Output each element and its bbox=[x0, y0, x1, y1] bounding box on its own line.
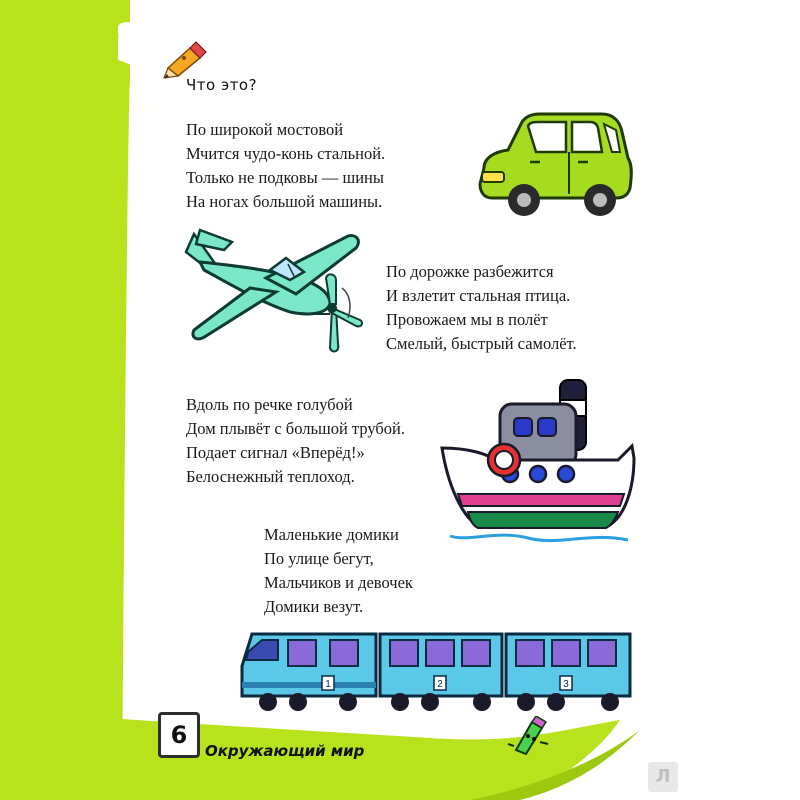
green-side-band bbox=[0, 0, 130, 800]
ship-icon bbox=[438, 376, 638, 554]
poem-line: По дорожке разбежится bbox=[386, 262, 554, 281]
poem-line: По улице бегут, bbox=[264, 549, 374, 568]
page-heading: Что это? bbox=[186, 76, 258, 94]
poem-line: На ногах большой машины. bbox=[186, 192, 383, 211]
wagon-number: 1 bbox=[325, 679, 331, 690]
poem-line: Только не подковы — шины bbox=[186, 168, 384, 187]
section-title: Окружающий мир bbox=[205, 742, 365, 760]
poem-line: Маленькие домики bbox=[264, 525, 399, 544]
poem-line: Белоснежный теплоход. bbox=[186, 467, 355, 486]
poem-line: И взлетит стальная птица. bbox=[386, 286, 571, 305]
footer-green-wave bbox=[0, 690, 800, 800]
airplane-icon bbox=[180, 222, 370, 362]
poem-car bbox=[186, 118, 385, 214]
poem-line: По широкой мостовой bbox=[186, 120, 344, 139]
poem-train bbox=[264, 523, 413, 619]
pencil-character-icon bbox=[506, 716, 552, 756]
poem-airplane bbox=[386, 260, 577, 356]
poem-line: Вдоль по речке голубой bbox=[186, 395, 353, 414]
poem-line: Смелый, быстрый самолёт. bbox=[386, 334, 577, 353]
poem-line: Мчится чудо-конь стальной. bbox=[186, 144, 386, 163]
poem-line: Подает сигнал «Вперёд!» bbox=[186, 443, 365, 462]
poem-line: Домики везут. bbox=[264, 597, 364, 616]
car-icon bbox=[470, 108, 640, 220]
poem-line: Дом плывёт с большой трубой. bbox=[186, 419, 405, 438]
pencil-icon bbox=[160, 38, 212, 80]
poem-line: Провожаем мы в полёт bbox=[386, 310, 548, 329]
publisher-logo: Л bbox=[648, 762, 678, 792]
wagon-number: 3 bbox=[563, 679, 569, 690]
poem-ship bbox=[186, 393, 405, 489]
wagon-number: 2 bbox=[437, 679, 443, 690]
poem-line: Мальчиков и девочек bbox=[264, 573, 413, 592]
page-number: 6 bbox=[158, 712, 200, 758]
